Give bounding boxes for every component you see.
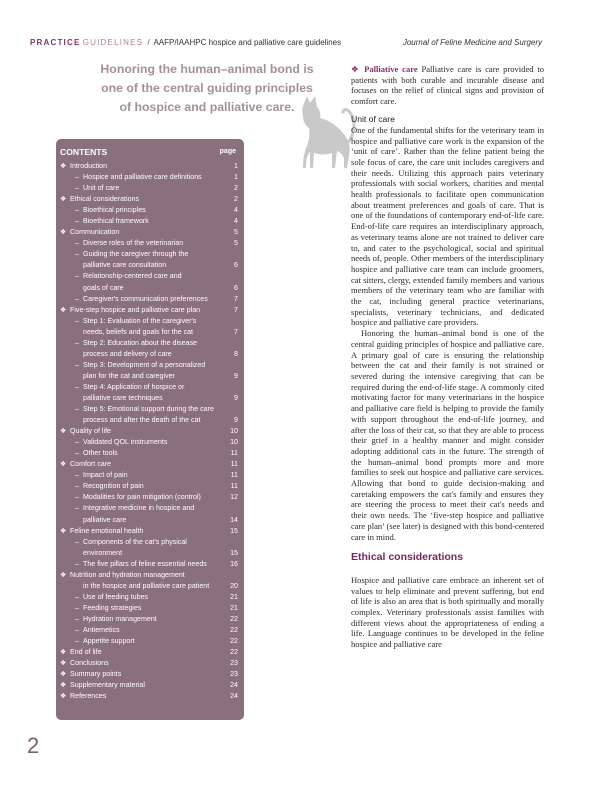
contents-item-label: Appetite support xyxy=(83,637,135,646)
dash-bullet: – xyxy=(75,184,79,193)
contents-item-label: environment xyxy=(83,548,123,557)
contents-item-page: 22 xyxy=(230,625,238,634)
contents-item-label: Components of the cat's physical xyxy=(83,537,187,546)
contents-item-label: Introduction xyxy=(70,162,108,170)
diamond-bullet-icon: ❖ xyxy=(60,681,67,690)
contents-item-label: Comfort care xyxy=(70,460,111,469)
contents-item-page: 24 xyxy=(230,681,238,690)
contents-item xyxy=(60,548,238,559)
contents-item-page: 6 xyxy=(234,261,238,270)
page-number: 2 xyxy=(27,733,40,758)
contents-item-label: Modalities for pain mitigation (control) xyxy=(83,493,201,502)
dash-bullet: – xyxy=(75,537,79,546)
contents-item-label: plan for the cat and caregiver xyxy=(83,371,175,380)
contents-item-label: needs, beliefs and goals for the cat xyxy=(83,327,194,336)
contents-item-page: 2 xyxy=(234,184,238,193)
dash-bullet: – xyxy=(75,449,79,458)
contents-item-label: Validated QOL instruments xyxy=(83,438,168,447)
contents-item-label: Step 4: Application of hospice or xyxy=(83,382,185,391)
contents-item xyxy=(60,437,238,448)
header-article-title: AAFP/IAAHPC hospice and palliative care guidelines xyxy=(153,38,342,47)
dash-bullet: – xyxy=(75,493,79,502)
contents-item xyxy=(60,415,238,426)
cat-silhouette-icon xyxy=(263,72,358,170)
header-guidelines-label: GUIDELINES xyxy=(82,38,144,47)
diamond-bullet-icon: ❖ xyxy=(60,648,67,657)
contents-item-page: 9 xyxy=(234,393,238,402)
pull-quote: Honoring the human–animal bond is one of the central guiding principles of hospice and palliative care. xyxy=(100,62,314,114)
contents-item xyxy=(60,227,238,238)
contents-item-label: Feline emotional health xyxy=(70,526,144,535)
contents-item-page: 10 xyxy=(230,427,238,436)
dash-bullet: – xyxy=(75,405,79,414)
contents-item-label: Quality of life xyxy=(70,427,112,436)
header-journal-name: Journal of Feline Medicine and Surgery xyxy=(402,38,542,47)
contents-item-page: 15 xyxy=(230,548,238,557)
dash-bullet: – xyxy=(75,360,79,369)
unit-of-care-paragraph-1: One of the fundamental shifts for the veterinary team in hospice and palliative care work is the expansion of the ‘unit of care’. Rather than the feline patient being the sole focus of care, the care unit includes caregivers and their needs. Utilizing this approach pairs veterinary professionals with social workers, charities and mental health professionals to facilitate open communication about treatment preferences and goals of care. That is one of the foundations of contemporary end-of-life care. End-of-life care requires an interdisciplinary approach, as veterinary teams alone are not trained to deliver care to, and cater to the psychological, social and spiritual needs of, people. Other members of the interdisciplinary hospice and palliative care team can include groomers, cat sitters, clergy, extended family members and various members of the veterinary team who are familiar with the cat, including general practice veterinarians, specialists, veterinary technicians, and dedicated hospice and palliative care providers. xyxy=(351,124,544,328)
unit-of-care-heading: Unit of care xyxy=(351,113,395,124)
contents-item xyxy=(60,194,238,205)
contents-item-label: Feeding strategies xyxy=(83,603,142,612)
contents-item xyxy=(60,316,238,327)
dash-bullet: – xyxy=(75,294,79,303)
contents-item-page: 1 xyxy=(234,162,238,170)
dash-bullet: – xyxy=(75,614,79,623)
contents-item-label: Step 2: Education about the disease xyxy=(83,338,197,347)
contents-item xyxy=(60,492,238,503)
contents-item-page: 2 xyxy=(234,195,238,204)
contents-item-label: Conclusions xyxy=(70,659,109,668)
diamond-bullet-icon: ❖ xyxy=(60,670,67,679)
contents-item-label: palliative care techniques xyxy=(83,393,163,402)
contents-item-label: Diverse roles of the veterinarian xyxy=(83,239,184,248)
contents-item-label: in the hospice and palliative care patient xyxy=(83,581,210,590)
ethical-considerations-paragraph: Hospice and palliative care embrace an inherent set of values to help eliminate and prevent suffering, but end of life is also an area that is both spiritually and morally complex. Veterinary professionals assist families with different views about the appropriateness of ending a life. Language continues to be developed in the feline hospice and palliative care xyxy=(351,574,544,650)
contents-item-label: Summary points xyxy=(70,670,122,679)
unit-of-care-paragraph-2: Honoring the human–animal bond is one of the central guiding principles of hospice and palliative care. A primary goal of care is ensuring the relationship between the cat and their family is not strained or severed during the intensive caregiving that can be required during the end-of-life stage. A commonly cited motivating factor for many veterinarians in the hospice and palliative care field is helping to provide the family with support throughout the end-of-life journey, and after the loss of their cat, so that they are able to process their grief in a healthy manner and might consider adopting additional cats in the future. The strength of the human–animal bond prompts more and more families to seek out hospice and palliative care services. Allowing that bond to guide decision-making and caretaking empowers the cat's family and ensures they are steering the process to meet their cat's needs and their own needs. The ‘five-step hospice and palliative care plan’ (see later) is designed with this bond-centered care in mind. xyxy=(351,328,544,542)
contents-item-page: 21 xyxy=(230,603,238,612)
palliative-care-term: Palliative care xyxy=(364,64,418,74)
contents-item xyxy=(60,404,238,415)
contents-item xyxy=(60,294,238,305)
contents-item-page: 14 xyxy=(230,515,238,524)
dash-bullet: – xyxy=(75,438,79,447)
contents-item-page: 24 xyxy=(230,692,238,701)
contents-item-page: 11 xyxy=(230,449,238,458)
contents-item-page: 9 xyxy=(234,371,238,380)
contents-title: CONTENTS xyxy=(60,147,108,157)
contents-item xyxy=(60,305,238,316)
diamond-bullet-icon: ❖ xyxy=(60,228,67,237)
palliative-care-paragraph xyxy=(351,64,544,107)
contents-item-label: Supplementary material xyxy=(70,681,145,690)
diamond-bullet-icon: ❖ xyxy=(60,570,67,579)
contents-item-page: 21 xyxy=(230,592,238,601)
contents-item xyxy=(60,260,238,271)
contents-page-label: page xyxy=(219,148,236,155)
contents-item-page: 22 xyxy=(230,648,238,657)
contents-item-label: Use of feeding tubes xyxy=(83,592,149,601)
contents-item-page: 15 xyxy=(230,526,238,535)
diamond-bullet-icon: ❖ xyxy=(60,195,67,204)
contents-item-page: 5 xyxy=(234,239,238,248)
contents-item-label: Step 1: Evaluation of the caregiver's xyxy=(83,316,197,325)
dash-bullet: – xyxy=(75,206,79,215)
contents-item-page: 1 xyxy=(234,173,238,182)
contents-item-page: 4 xyxy=(234,206,238,215)
contents-item-label: Integrative medicine in hospice and xyxy=(83,504,195,513)
contents-item-page: 11 xyxy=(230,482,238,491)
contents-item-label: Unit of care xyxy=(83,184,120,193)
contents-item-label: Step 5: Emotional support during the care xyxy=(83,405,214,414)
contents-item-page: 20 xyxy=(230,581,238,590)
contents-item-label: Step 3: Development of a personalized xyxy=(83,360,206,369)
contents-header xyxy=(60,147,236,158)
dash-bullet: – xyxy=(75,625,79,634)
contents-item xyxy=(60,271,238,282)
contents-item-label: Communication xyxy=(70,228,120,237)
contents-item-page: 12 xyxy=(230,493,238,502)
contents-item xyxy=(60,581,238,592)
contents-item xyxy=(60,238,238,249)
diamond-bullet-icon: ❖ xyxy=(60,460,67,469)
contents-item-page: 7 xyxy=(234,294,238,303)
contents-item xyxy=(60,183,238,194)
contents-item xyxy=(60,603,238,614)
contents-item xyxy=(60,559,238,570)
contents-item xyxy=(60,161,238,172)
contents-item xyxy=(60,636,238,647)
dash-bullet: – xyxy=(75,338,79,347)
contents-item xyxy=(60,503,238,514)
contents-item xyxy=(60,338,238,349)
contents-item xyxy=(60,515,238,526)
contents-item-label: Hydration management xyxy=(83,614,157,623)
diamond-bullet-icon: ❖ xyxy=(60,526,67,535)
contents-item xyxy=(60,172,238,183)
contents-item xyxy=(60,249,238,260)
diamond-bullet-icon: ❖ xyxy=(60,692,67,701)
contents-item-label: palliative care xyxy=(83,515,127,524)
dash-bullet: – xyxy=(75,559,79,568)
contents-item-page: 7 xyxy=(234,327,238,336)
contents-item xyxy=(60,382,238,393)
dash-bullet: – xyxy=(75,471,79,480)
contents-item-label: Bioethical principles xyxy=(83,206,146,215)
contents-item xyxy=(60,283,238,294)
diamond-bullet-icon: ❖ xyxy=(60,659,67,668)
contents-item-label: process and delivery of care xyxy=(83,349,172,358)
contents-item xyxy=(60,614,238,625)
contents-item xyxy=(60,393,238,404)
contents-list xyxy=(60,161,238,702)
contents-item xyxy=(60,691,238,702)
contents-item xyxy=(60,327,238,338)
contents-item-page: 11 xyxy=(230,471,238,480)
contents-item xyxy=(60,448,238,459)
contents-item xyxy=(60,371,238,382)
contents-item-label: Five-step hospice and palliative care plan xyxy=(70,305,201,314)
contents-item-page: 22 xyxy=(230,637,238,646)
contents-item xyxy=(60,647,238,658)
contents-item xyxy=(60,658,238,669)
dash-bullet: – xyxy=(75,272,79,281)
contents-item-label: Hospice and palliative care definitions xyxy=(83,173,202,182)
contents-item-label: References xyxy=(70,692,107,701)
contents-item xyxy=(60,360,238,371)
header-separator: / xyxy=(147,38,150,47)
contents-item-page: 8 xyxy=(234,349,238,358)
contents-item-label: Relationship-centered care and xyxy=(83,272,182,281)
dash-bullet: – xyxy=(75,239,79,248)
dash-bullet: – xyxy=(75,250,79,259)
diamond-bullet-icon: ❖ xyxy=(351,64,361,74)
contents-item-label: Bioethical framework xyxy=(83,217,149,226)
contents-item xyxy=(60,592,238,603)
contents-item-label: process and after the death of the cat xyxy=(83,416,201,425)
contents-item-page: 6 xyxy=(234,283,238,292)
dash-bullet: – xyxy=(75,482,79,491)
contents-item-page: 16 xyxy=(230,559,238,568)
contents-item-label: Nutrition and hydration management xyxy=(70,570,185,579)
contents-item xyxy=(60,537,238,548)
ethical-considerations-heading: Ethical considerations xyxy=(351,551,464,564)
dash-bullet: – xyxy=(75,603,79,612)
dash-bullet: – xyxy=(75,173,79,182)
contents-item-label: Caregiver's communication preferences xyxy=(83,294,208,303)
contents-item xyxy=(60,205,238,216)
contents-item-label: Other tools xyxy=(83,449,118,458)
contents-item xyxy=(60,426,238,437)
contents-panel xyxy=(56,139,244,720)
body-text-column xyxy=(351,64,544,650)
contents-item-page: 9 xyxy=(234,416,238,425)
contents-item xyxy=(60,526,238,537)
contents-item xyxy=(60,459,238,470)
contents-item xyxy=(60,570,238,581)
contents-item-page: 22 xyxy=(230,614,238,623)
dash-bullet: – xyxy=(75,504,79,513)
dash-bullet: – xyxy=(75,592,79,601)
dash-bullet: – xyxy=(75,382,79,391)
contents-item-label: Antiemetics xyxy=(83,625,120,634)
dash-bullet: – xyxy=(75,637,79,646)
contents-item-label: palliative care consultation xyxy=(83,261,167,270)
contents-item-label: goals of care xyxy=(83,283,124,292)
contents-item-label: Ethical considerations xyxy=(70,195,140,204)
contents-item-label: End of life xyxy=(70,648,102,657)
contents-item-page: 10 xyxy=(230,438,238,447)
header-practice-label: PRACTICE xyxy=(30,38,81,47)
contents-item xyxy=(60,625,238,636)
contents-item xyxy=(60,470,238,481)
palliative-care-definition: Palliative care is care provided to patients with both curable and incurable disease and focuses on the relief of clinical signs and provision of comfort care. xyxy=(351,64,544,107)
contents-item xyxy=(60,680,238,691)
diamond-bullet-icon: ❖ xyxy=(60,162,67,170)
diamond-bullet-icon: ❖ xyxy=(60,427,67,436)
contents-item-page: 23 xyxy=(230,659,238,668)
contents-item-page: 5 xyxy=(234,228,238,237)
contents-item xyxy=(60,349,238,360)
contents-item-label: Recognition of pain xyxy=(83,482,144,491)
header-left xyxy=(30,38,341,47)
contents-item-page: 7 xyxy=(234,305,238,314)
contents-item-label: The five pillars of feline essential needs xyxy=(83,559,207,568)
contents-item-label: Guiding the caregiver through the xyxy=(83,250,189,259)
running-header xyxy=(30,38,570,50)
dash-bullet: – xyxy=(75,217,79,226)
contents-item-page: 4 xyxy=(234,217,238,226)
contents-item xyxy=(60,216,238,227)
contents-item-page: 11 xyxy=(230,460,238,469)
contents-item xyxy=(60,481,238,492)
dash-bullet: – xyxy=(75,316,79,325)
contents-item-label: Impact of pain xyxy=(83,471,128,480)
diamond-bullet-icon: ❖ xyxy=(60,305,67,314)
contents-item xyxy=(60,669,238,680)
contents-item-page: 23 xyxy=(230,670,238,679)
